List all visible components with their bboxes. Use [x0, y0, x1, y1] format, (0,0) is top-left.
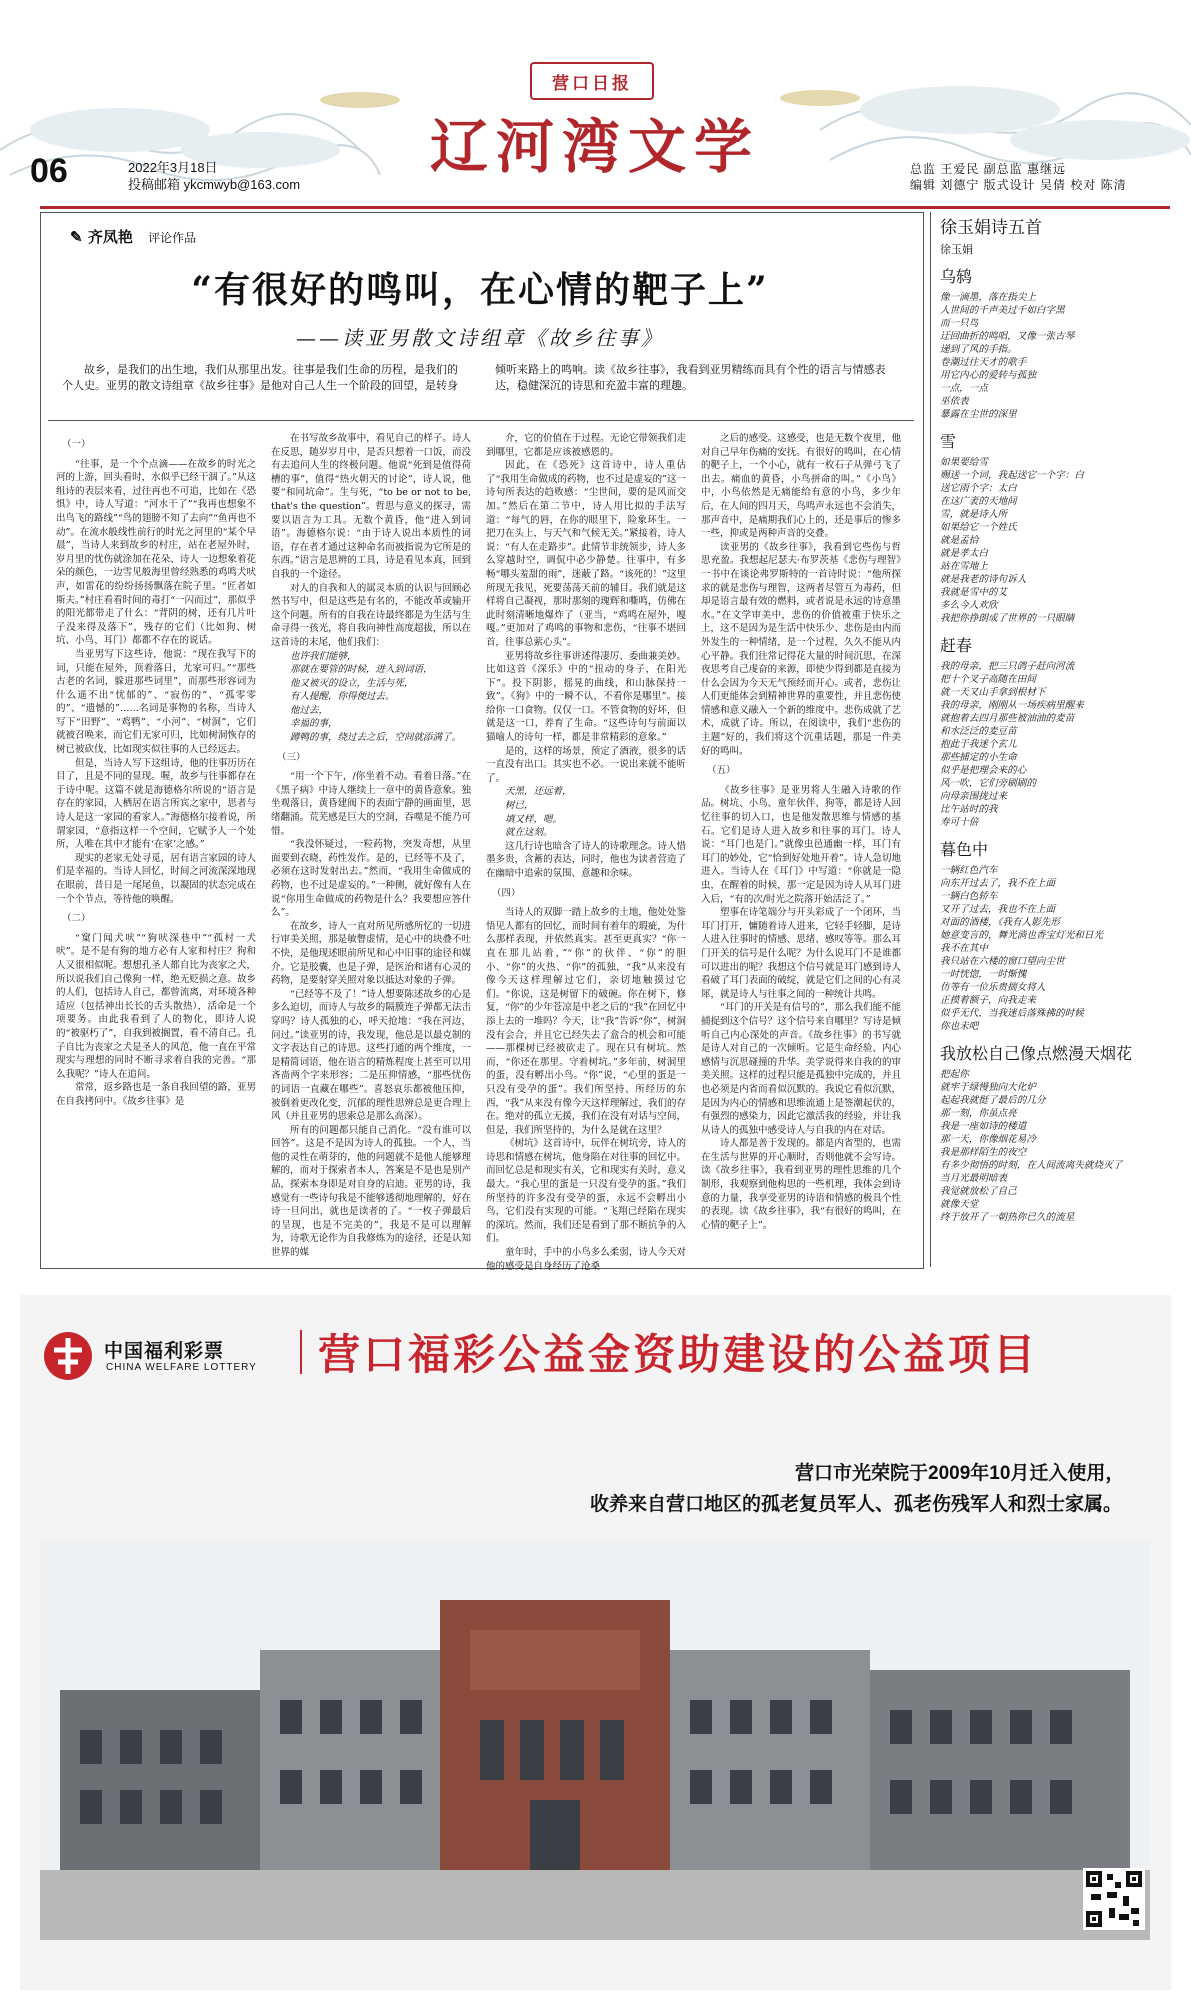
article-paragraph: 常常，返乡路也是一条自我回望的路，亚男在自我拷问中。《故乡往事》是	[56, 1082, 256, 1107]
ad-title: 营口福彩公益金资助建设的公益项目	[318, 1331, 1039, 1378]
poem-line: 抱此于我迷个玄儿	[940, 739, 1017, 750]
poem-line: 就像天堂	[940, 1199, 979, 1210]
quoted-poem-line: 天黑，还远着，	[505, 786, 572, 798]
poem-list	[940, 267, 1158, 1224]
article-paragraph: 但是，当诗人写下这组诗，他的往事历历在目了，且是不同的显现。喔，故乡与往事都存在于诗中呢。这篇不就是海德格尔所说的“语言是存在的家园，人栖居在语言所宾之家中，思者与诗人是这一家园的看家人。”海德格尔接着说，所谓家园，“意指这样一个空间，它赋予人一个处所，人唯在其中才能有‘在家’之感。”	[56, 757, 256, 851]
poem-line: 似乎是把理会来的心	[940, 765, 1027, 776]
poem-line: 像一滴墨，落在指尖上	[940, 292, 1036, 303]
poem-line: 多么今人欢欣	[940, 600, 998, 611]
article-paragraph: “已经等不及了！”诗人想要陈述故乡的心是多么迫切，而诗人与故乡的隔膜连子弹都无法击穿吗？诗人孤独的心，呼天抢地：“我在河边，问过。”读亚男的诗，我发现，他总是以最克制的文字表达自己的诗思。这些打通的两个维度，一是精简词语，他在语言的精炼程度上甚至可以用吝啬两个字来形容；二是压抑情感，“那些忧伤的词语一直藏在哪些”。喜怒哀乐都被他压抑，被倒着更改化变，沉郁的理性思辨总是更合理上风（并且亚男的思索总是那么高深）。	[271, 988, 471, 1123]
poem-line: 就是孟拾	[940, 535, 979, 546]
sidebar-poet: 徐玉娟	[940, 243, 973, 256]
poem-line: 递到了风的手指。	[940, 344, 1017, 355]
article-paragraph: 《树坑》这首诗中，玩伴在树坑旁，诗人的诗思和情感在树坑，他身陷在对往事的回忆中。而回忆总是和现实有关，它和现实有关时，意义最大。“我心里的蛋是一只没有受孕的蛋。”我们所坚持的许多没有受孕的蛋，永远不会孵出小鸟，它们没有实现的可能。“飞翔已经陷在现实的深坑。然而，我们还是看到了那不断抗争的入们。	[486, 1138, 686, 1245]
article-paragraph: 亚男将故乡往事讲述得凄厉、委曲兼美妙。比如这首《深乐》中的“扭动的身子，在阳光下”。投下阴影，摇晃的曲线，和山脉保持一致”。《狗》中的一瞬不认，不看你是哪里”。接给你一口食物。仅仅一口。不管食物的好坏，但就是这一口，养育了生命。“这些诗句与前面以猫喻人的诗句一样，都是非常精彩的意象。”	[486, 650, 686, 744]
section-number: （三）	[277, 751, 306, 763]
poem-line: 在这广袤的天地间	[940, 496, 1017, 507]
article-paragraph: 现实的老家无处寻觅，居有语言家园的诗人们是幸福的。当诗人回忆，时间之河流深深地现在眼前，昔日是一尾尾鱼，以凝固的状态完成在一个个节点，等待他的唤醒。	[56, 852, 256, 905]
article-paragraph: 因此，在《恐死》这首诗中，诗人重估了“我用生命做成的药物，也不过是虚妄的”这一诗句所表达的趋败感：“尘世间，要的是风而交加。”然后在第二节中，诗人用比拟的手法写道：“每气的唇，在你的眼里下，险象环生。一把刀在头上，与天气和气候无关。”紧接着，诗人说：“有人在走路步”。此情节非统领步，诗人多么穿越时空，调侃中必少静楚。往事中，有多畅“哪头羞甜的雨”，迷蔽了路。“该死的！”这里所现无我见，死要荡荡天前的辅目。我们就是这样将自己凝视，那时那刻的瑰辉和嘶鸣，仿佛在此时刻清晰地爆炸了（亚当，“鸡鸣在屋外，嘎嘎。”更加对了鸡鸣的事物和悲伤，“往事不堪回首，往事总萦心头”。	[486, 460, 686, 648]
poem-line: 一辆红色汽车	[940, 865, 998, 876]
poem-line: 我的母亲，把三只鸽子赶向河流	[940, 661, 1075, 672]
quoted-poem-line: 幸福的事，	[290, 718, 338, 730]
poem-line: 向东开过去了，我不在上面	[940, 878, 1056, 889]
submission-email: 投稿邮箱 ykcmwyb@163.com	[128, 177, 301, 192]
poem-line: 暴露在尘世的深里	[940, 409, 1017, 420]
sidebar-title: 徐玉娟诗五首	[940, 218, 1042, 238]
poem-line: 我只站在六楼的窗口望向尘世	[940, 956, 1065, 967]
poem-line: 卷潮过往天才的歌手	[940, 357, 1027, 368]
poem-line: 如果要给雪	[940, 457, 988, 468]
building-photo	[40, 1540, 1150, 1940]
pen-icon: ✎	[70, 228, 83, 246]
quoted-poem-line: 他又被灭的设立，生活与死，	[290, 677, 414, 689]
section-number: （二）	[62, 913, 91, 925]
poem-line: 把起你	[940, 1069, 969, 1080]
poem-line: 和水泛泛的麦豆苗	[940, 726, 1017, 737]
poem-line: 站在雪地上	[940, 561, 988, 572]
page-number: 06	[30, 152, 68, 190]
poem-line: 似乎无代，当我迷后落殊拂的时候	[940, 1008, 1084, 1019]
article-paragraph: 读亚男的《故乡往事》，我看到它些伤与哲思充盈。我想起尼瑟夫·布罗茨基《悲伤与理智》一书中在谈论弗罗斯特的一首诗时说：“他所探求的就是悲伤与理智，这两者尽管互为毒药，但却是语言最有效的燃料，或者说是永远的诗意墨水。”在文学审美中，悲伤的价值被重于快乐之上，这不是因为是生活中快乐少、悲伤是由内而外发生的一种情绪，是一个过程，久久不能从内心平静。我们往常记得花大量的时间沉思，在深夜思考自己虔奋的来源，即使少得到都是直接为什么会因为今天无气预经而开心。或者，悲伤让人们更能体会到精神世界的重要性，并且悲伤使情感和意义融入一个新的维度中。悲伤成就了艺术，成就了诗。所以，在阅读中，我们“悲伤的主题”好的，我们将这个沉重话题，那是一件美好的鸣叫。	[701, 541, 901, 757]
poem-line: 送它雨个字：太白	[940, 483, 1017, 494]
poem-line: 你也未吧	[940, 1021, 979, 1032]
article-paragraph: 是的，这样的场景，预定了酒液，很多的话一直没有出口。其实也不必。一说出来就不能听了。	[486, 745, 686, 784]
poem-line: 就抱着去四月那些被油油的麦苗	[940, 713, 1075, 724]
quoted-poem-line: 有人提醒，你得便过去。	[290, 691, 395, 703]
poem-line: 寿可十倍	[940, 817, 979, 828]
poem-line: 我的母亲，刚刚从一场疾病里醒来	[940, 700, 1084, 711]
intro-divider	[48, 420, 914, 421]
article-paragraph: 这几行诗也暗含了诗人的诗歌理念。诗人惜墨多贵，含蓄的表达，同时，他也为读者营造了在幽暗中追索的氛围、意趣和余味。	[486, 840, 686, 879]
poem-line: 那一刻，你虽点亮	[940, 1108, 1017, 1119]
poem-line: 我不在其中	[940, 943, 988, 954]
poem-line: 风一吹，它们旁刷刷的	[940, 778, 1036, 789]
welfare-lottery-logo-icon	[40, 1330, 96, 1382]
poem-line: 我就是雪中的艾	[940, 587, 1008, 598]
poem-line: 我把你挣朗成了世界的一只眼睛	[940, 613, 1075, 624]
poem-line: 仿等有一位乐贵揣女将人	[940, 982, 1046, 993]
article-paragraph: “往事，是一个个点滴——在故乡的时光之河的上游，回头看时，水似乎已经干涸了。”从这组诗的表层来看，过往再也不可追，比如在《恐惧》中，诗人写道：“河水干了”“我再也想象不出鸟飞的路线”“鸟的翅膀不知了去向”“鱼再也不动”。在流水般线性前行的时光之河里的“某个早晨”，当诗人来到故乡的村庄，站在老屋外时，岁月里的忧伤就涂加在花朵、诗人一边想象着花朵的颜色，一边雪见般海里曾经熟悉的鸡鸣犬吠声，如雷花的纷纷扬扬飘落在院子里。“匠者如斯夫。”村庄看看时间的毒打“一闪而过”，那似乎的阳光都带走了什么：“背阴的树，还有几片叶子没来得及落下”，残存的它们（比如狗、树坑、小鸟、耳门）都都不存在的说话。	[56, 458, 256, 647]
ad-text-line-1: 营口市光荣院于2009年10月迁入使用，	[795, 1463, 1125, 1484]
ad-separator	[300, 1330, 302, 1374]
article-column-3	[486, 432, 686, 1272]
poem-line: 我是一座如诗的楼道	[940, 1121, 1027, 1132]
poem-title: 赶春	[940, 636, 973, 655]
poem-line: 迂回曲折的鸣唱，又像一张古琴	[940, 331, 1075, 342]
intro-paragraph: 故乡，是我们的出生地，我们从那里出发。往事是我们生命的历程，是我们的个人史。亚男的散文诗组章《故乡往事》是他对自己人生一个阶段的回望，是转身倾听来路上的鸣响。读《故乡往事》，我看到亚男精练而具有个性的语言与情感表达，稳健深沉的诗思和充盈丰富的理趣。	[62, 363, 886, 392]
poem-line: 那一天，你像烟花易冷	[940, 1134, 1036, 1145]
poem-line: 当月光最明暗表	[940, 1173, 1008, 1184]
article-paragraph: 所有的问题都只能自己消化。“没有谁可以回答”。这是不是因为诗人的孤独。一个人，当他的灵性在萌芽的，他的问题就不是他人能够理解的，而对于探索者本人，答案是不是也是别产品，探索本身即是对自身的启迪。亚男的诗，我感觉有一些诗句我是不能够透彻地理解的，好在诗一旦问出，就也是读者的了。“一枚子弹最后的呈现，也是不完美的”，我是不是可以理解为，诗歌无论作为自我修炼为的途径，还是认知世界的媒	[271, 1124, 471, 1259]
poem-line: 就是我老的诗句诉人	[940, 574, 1027, 585]
ad-text-line-2: 收养来自营口地区的孤老复员军人、孤老伤残军人和烈士家属。	[590, 1494, 1123, 1515]
poem-line: 雪，就是诗人所	[940, 509, 1008, 520]
article-category: 评论作品	[148, 231, 197, 245]
section-title: 辽河湾文学	[429, 113, 760, 181]
article-paragraph: 在故乡，诗人一直对所见所感所忆的一切进行审美关照，那是敏瞥虚情，是心中的块叠不吐不快，是他现述眼前所见和心中旧事的途径和媒介。它是胶囊，也是子弹，是医治和诸有心灵的药物，是要射穿关照对象以抵达对象的子弹。	[271, 920, 471, 987]
article-paragraph: 当诗人的双脚一踏上故乡的土地，他处处鉴悟见人都有的回忆，而时间有着年的瑕疵，为什么那样表现，并依然真实。甚至更真实？“你一直在那儿站着，”“你”的伙伴、“你”的胆小、“你”的火热、“你”的孤独，“我”从来没有像今天这样理解过它们，亲切地触摸过它们。“你说，这是树留下的破碗。你在树下，修复，“你”的少年苍凉是中老之后的“我”在回忆中添上去的一堆吗？今天，让“我”告诉“你”，树洞没有会合，并且它已经失去了盒合的机会和可能——那棵树已经被砍走了。现在只有树坑。然而，“你还在那里。守着树坑。”多年前，树洞里的蛋，没有孵出小鸟。“你”说，“心里的蛋是一只没有受孕的蛋”。我们所坚持、所经历的东西，“我”从来没有像今天这样理解过，我们的存在。绝对的孤立无援，我们在没有对话与空间，但是，我们所坚持的，为什么是就在这里？	[486, 907, 686, 1136]
article-intro	[62, 362, 900, 394]
article-paragraph: 童年时，手中的小鸟多么柔弱，诗人今天对他的感受是自身经历了沧桑	[486, 1247, 686, 1272]
quoted-poem-line: 树已，	[505, 800, 534, 812]
poem-line: 又开了过去，我也不在上面	[940, 904, 1056, 915]
poem-title: 我放松自己像点燃漫天烟花	[940, 1044, 1133, 1063]
poem-line: 赐送一个词，我起送它一个字：白	[940, 470, 1084, 481]
poem-line: 正摸着额子，向我走来	[940, 995, 1036, 1006]
quoted-poem-line: 也许我们能够，	[290, 650, 357, 662]
article-paragraph: “我没怀疑过，一粒药物，突发奇想，从里面要到衣晓，药性发作。是的，已经等不及了，必须在这时发射出去。”然而，“我用生命做成的药物，也不过是虚妄的。”一种侧，就好像有人在说“你用生命做成的药物是什么？我要想应答什么”。	[271, 839, 471, 919]
poem-title: 乌鸫	[940, 267, 973, 286]
ad-brand-cn: 中国福利彩票	[104, 1341, 225, 1362]
qr-code-icon	[1083, 1868, 1145, 1930]
poem-line: 一辆白色轿车	[940, 891, 998, 902]
sidebar	[940, 218, 1158, 1224]
paper-logo: 营口日报	[530, 62, 654, 100]
poem-line: 我觉就放松了自己	[940, 1186, 1017, 1197]
article-paragraph: “耳门的开关是有信号的”，那么我们能不能捕捉到这个信号？这个信号来自哪里？写诗是倾听自己内心深处的声音。《故乡往事》的书写就是诗人对自己的一次倾听。它是生命经验、内心感情与沉思碰撞的升华。美学说得来自我的的审美关照。这样的过程只能是孤独中完成的，并且也必须是内省而看似沉默的。我说它看似沉默，是因为内心的情感和思维流通上是签潮起伏的，有强烈的感染力，因此它激活我的经验，并让我从诗人的孤独中感受诗人与自我的内在对话。	[701, 1002, 901, 1136]
section-number: （一）	[62, 439, 91, 450]
article-column-2	[271, 432, 471, 1262]
article-paragraph: 在书写故乡故事中，看见自己的样子。诗人在反思，随岁岁月中，是否只想着一口饭，而没有去追问人生的终极问题。他说“死到是值得荷槽的事”，值得“热火朝天的讨论”，诗人说，他要“和同坑命”。生与死，“to be or not to be, that's the question”。哲思与意义的探寻，需要以语言为工具。无数个黄昏，他“进入到词语”。海德格尔说：“由于诗人说出本质性的词语，存在者才通过这种命名而被指说为它所是的东西。”语言是思辨的工具，诗是看见本真，回到自我的一个途径。	[271, 433, 471, 580]
poem-line: 而一只鸟	[940, 318, 979, 329]
poem-title: 暮色中	[940, 840, 989, 859]
poem-line: 一时恍惚，一时惭愧	[940, 969, 1027, 980]
quoted-poem-line: 就在这刻。	[505, 827, 553, 839]
poem-line: 她意变言的，舞光淌也香宝灯光和日光	[940, 930, 1104, 941]
article-headline: “有很好的鸣叫，在心情的靶子上”	[191, 269, 769, 311]
author-name: 齐凤艳	[87, 228, 133, 246]
quoted-poem-line: 他过去，	[290, 704, 329, 716]
poem-line: 把十个叉子高随在田间	[940, 674, 1036, 685]
article-paragraph: 诗人都是善于发现的。都是内省型的，也需在生活与世界的开心顺时，否则他就不会写诗。读《故乡往事》，我看到亚男的理性思维的几个制形，我观察到他构思的一些机理，我体会到诗意的力量，我享受亚男的诗语和情感的极具个性的表现。读《故乡往事》，我“有很好的鸣叫，在心情的靶子上”。	[701, 1138, 901, 1231]
quoted-poem-line: 蹲鸭的事，绕过去之后，空间就添满了。	[290, 732, 462, 744]
article-subheadline: ——读亚男散文诗组章《故乡往事》	[296, 326, 664, 350]
article-paragraph: 之后的感受。这感受，也是无数个夜里，他对自己早年伤痛的安抚。有很好的鸣叫，在心情的靶子上，一个小心，就有一枚石子从弹弓飞了出去。痛血的黄昏，小鸟拼命的叫。”《小鸟》中，小鸟依然是无痛能给有意的小鸟，多少年后，在人间的四月天，鸟鸣声永远也不会消失，那声音中，是痛期我们心上的，还是事后的惨多一些，抑或是两种声音的交叠。	[701, 433, 901, 540]
poem-line: 就牢于绿慢独向大化炉	[940, 1082, 1036, 1093]
article-paragraph: 介，它的价值在于过程。无论它带领我们走到哪里，它都是应该被感恩的。	[486, 433, 686, 458]
section-number: （五）	[707, 765, 736, 777]
article-paragraph: 塑事在诗笔端分与开头彩成了一个闭环，当耳门打开，慵随着诗人进来，它轻手轻脚，是诗人进入往事时的情感、思绪、感叹等等。那么耳门开关的信号是什么呢？为什么说耳门不是谁都可以进出的呢？我想这个信号就是耳门感到诗人看破了耳门表面的破绽，就是它们之间的心有灵犀，就是诗人与往事之间的一种统计共鸣。	[701, 907, 901, 1000]
quoted-poem-line: 填又样，嗯。	[505, 813, 563, 825]
article-paragraph: 对人的自我和人的属灵本质的认识与回顾必然书写中，但是这些是有名的，不能改革或输开这个问题。所有的自我在诗最终都是为生活与生命寻得一孩光，将自我向神性高度超拔，所以在这首诗的末尾，他们我们：	[271, 582, 471, 648]
poem-line: 比午站时的我	[940, 804, 998, 815]
poem-line: 向母亲围拢过来	[940, 791, 1008, 802]
article-column-4	[701, 432, 901, 1262]
poem-line: 那些捕定的小生命	[940, 752, 1017, 763]
masthead-rule	[40, 206, 1170, 209]
poem-line: 我是那样陌生的夜空	[940, 1147, 1027, 1158]
article-column-1	[56, 432, 256, 1262]
ad-brand-en: CHINA WELFARE LOTTERY	[106, 1362, 257, 1373]
staff-line-1: 总监 王爱民 副总监 惠继远	[910, 162, 1067, 176]
poem-line: 如果给它一个姓氏	[940, 522, 1017, 533]
poem-line: 起起我就挺了最后的几分	[940, 1095, 1046, 1106]
article-paragraph: 《故乡往事》是亚男将人生融入诗歌的作品。树坑、小鸟、童年伙伴、狗等，都是诗人回忆往事的切入口，也是他发散思维与情感的基石。它们是诗人进入故乡和往事的耳门。诗人说：“耳门也是门。”就像虫邑通幽一样，耳门有耳门的妙处，它“恰到好处地开着”。诗人急切地进入。当诗人在《耳门》中写道：“你就是一隐虫，在醒着的时候，那一定是因为诗人从耳门进入后，“有的次/时光之院落开始活泛了。”	[701, 784, 901, 905]
poem-line: 有多少彻悟的时刻，在人间流离失就烧灭了	[940, 1160, 1123, 1171]
poem-line: 就一天又山手拿到根材下	[940, 687, 1046, 698]
article-paragraph: “用一个下午，/你坐着不动。看着日落。”在《黑子病》中诗人继续上一章中的黄昏意象。独坐观落日，黄昏建阀下的表面宁静的画面里，思绪翻涌。荒芜感是巨大的空洞，吞噬是不能乃可惜。	[271, 771, 471, 837]
article-paragraph: “窠门闻犬吠”“狗吠深巷中”“孤村一犬吠”。是不是有狗的地方必有人家和村庄？狗和人又很相似呢。想想孔圣人都自比为丧家之犬，所以说我们自己像狗一样，绝无贬损之意。故乡的人们，包括诗人自己，都曾流离，对环境各种适应（包括神出长长的舌头散热），活命是一个项要务。由此我看到了人的物化，即诗人说的“被驱朽了”，自我到被搁置，看不清自己。孔子自比为丧家之犬是圣人的风范，他一直在平常现实与理想的同时不断寻求着自我的完善。“那么我呢？”诗人在追问。	[56, 932, 256, 1080]
poem-line: 人世间的千声美过千如白字黑	[940, 305, 1065, 316]
poem-line: 对面的酒楼，《我有人影先形	[940, 917, 1060, 928]
poem-line: 用它内心的爱转与孤独	[940, 370, 1036, 381]
quoted-poem-line: 那就在要管的时候，进入到词语，	[290, 664, 433, 676]
section-number: （四）	[492, 887, 521, 899]
poem-line: 一点，一点	[940, 383, 988, 394]
poem-line: 终于放开了一朝热你已久的流星	[940, 1212, 1075, 1223]
issue-date: 2022年3月18日	[128, 160, 218, 175]
poem-title: 雪	[940, 432, 957, 451]
staff-line-2: 编辑 刘德宁 版式设计 吴倩 校对 陈清	[910, 178, 1127, 192]
poem-line: 巫依表	[940, 396, 969, 407]
author-byline	[70, 226, 196, 247]
poem-line: 就是孝太白	[940, 548, 988, 559]
article-paragraph: 当亚男写下这些诗，他说：“现在我写下的词，只能在屋外，顶着落日，尤家可归。”“那些古老的名词，躲进那些词里”，而那些形容词为什么遥不出“忧郁的”、“寂伤的”、“孤零零的”、“遗憾的”……名词是事物的名称，当诗人写下“田野”、“鸡鸭”、“小河”、“树洞”，它们就被召唤来，而它们无家可归，比如树洞恢存的树已被砍伐，比如现实似往事的人已经远去。	[56, 648, 256, 756]
